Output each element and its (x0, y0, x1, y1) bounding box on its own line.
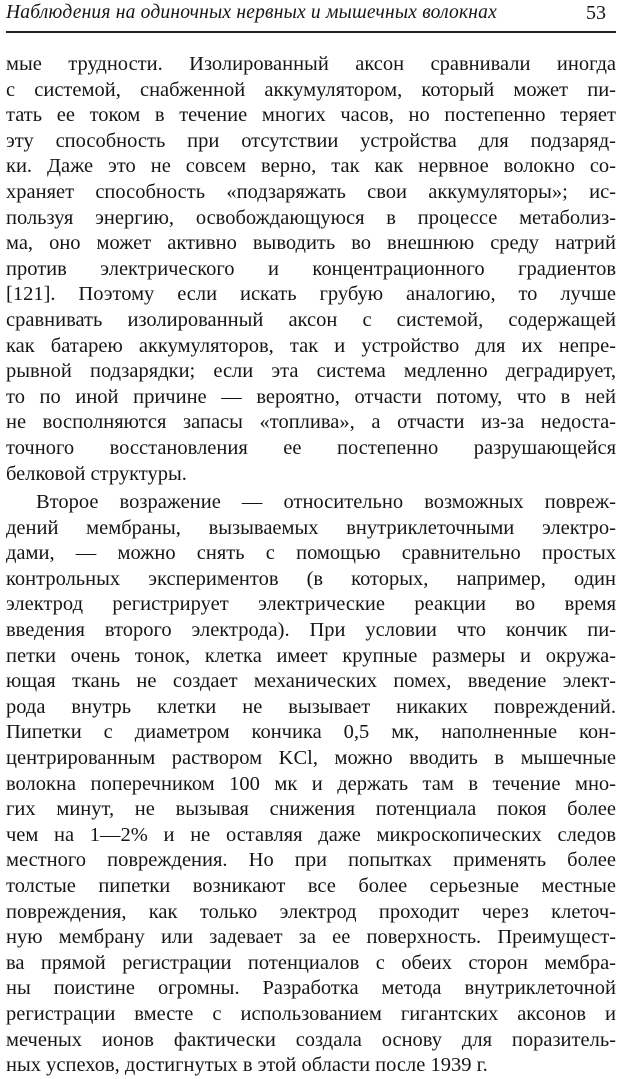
text-line: точного восстановления ее постепенно разрушающейся (6, 436, 616, 459)
text-line: тать ее током в течение многих часов, но постепенно теряет (6, 104, 616, 127)
text-line: чем на 1—2% и не оставляя даже микроскопических следов (6, 823, 616, 846)
page-number: 53 (586, 2, 606, 24)
text-line: белковой структуры. (6, 462, 187, 485)
text-line: против электрического и концентрационного градиентов (6, 257, 616, 280)
page-header (6, 0, 614, 26)
text-line: Второе возражение — относительно возможных повреж- (36, 491, 616, 514)
text-line: регистрации вместе с использованием гигантских аксонов и (6, 1002, 616, 1025)
text-line: дами, — можно снять с помощью сравнительно простых (6, 542, 616, 565)
text-line: ки. Даже это не совсем верно, так как нервное волокно со- (6, 155, 616, 178)
body-text (6, 52, 616, 1079)
running-title: Наблюдения на одиночных нервных и мышечных волокнах (6, 2, 497, 23)
text-line: контрольных экспериментов (в которых, например, один (6, 567, 616, 590)
text-line: сравнивать изолированный аксон с системой, содержащей (6, 308, 616, 331)
text-line: эту способность при отсутствии устройства для подзаряд- (6, 129, 616, 152)
text-line: волокна поперечником 100 мк и держать там в течение мно- (6, 772, 616, 795)
text-line: местного повреждения. Но при попытках применять более (6, 849, 616, 872)
text-line: ны поистине огромны. Разработка метода внутриклеточной (6, 977, 616, 1000)
text-line: центрированным раствором KCl, можно вводить в мышечные (6, 747, 616, 770)
text-line: меченых ионов фактически создала основу для поразитель- (6, 1028, 616, 1051)
text-line: мые трудности. Изолированный аксон сравнивали иногда (6, 53, 616, 75)
text-line: как батарею аккумуляторов, так и устройство для их непре- (6, 334, 616, 357)
text-line: петки очень тонок, клетка имеет крупные размеры и окружа- (6, 644, 616, 667)
text-line: повреждения, как только электрод проходит через клеточ- (6, 900, 616, 923)
text-line: введения второго электрода). При условии что кончик пи- (6, 619, 616, 642)
header-rule (6, 31, 616, 33)
text-line: ва прямой регистрации потенциалов с обеих сторон мембра- (6, 951, 616, 974)
paragraph (6, 490, 616, 1079)
text-line: ющая ткань не создает механических помех, введение элект- (6, 670, 616, 693)
text-line: рода внутрь клетки не вызывает никаких повреждений. (6, 695, 616, 718)
text-line: Пипетки с диаметром кончика 0,5 мк, наполненные кон- (6, 721, 616, 744)
text-line: гих минут, не вызывая снижения потенциала покоя более (6, 798, 616, 821)
text-line: ную мембрану или задевает за ее поверхность. Преимущест- (6, 926, 616, 949)
text-line: с системой, снабженной аккумулятором, который может пи- (6, 78, 616, 101)
text-line: электрод регистрирует электрические реакции во время (6, 593, 616, 616)
text-line: дений мембраны, вызываемых внутриклеточными электро- (6, 516, 616, 539)
text-line: ма, оно может активно выводить во внешнюю среду натрий (6, 232, 616, 255)
text-line: рывной подзарядки; если эта система медленно деградирует, (6, 360, 616, 383)
text-line: ных успехов, достигнутых в этой области после 1939 г. (6, 1054, 488, 1077)
paragraph (6, 52, 616, 487)
text-line: то по иной причине — вероятно, отчасти потому, что в ней (6, 385, 616, 408)
text-line: пользуя энергию, освобождающуюся в процессе метаболиз- (6, 206, 616, 229)
text-line: не восполняются запасы «топлива», а отчасти из-за недоста- (6, 411, 616, 434)
text-line: храняет способность «подзаряжать свои аккумуляторы»; ис- (6, 180, 616, 203)
text-line: толстые пипетки возникают все более серьезные местные (6, 875, 616, 897)
text-line: [121]. Поэтому если искать грубую аналогию, то лучше (6, 283, 616, 306)
